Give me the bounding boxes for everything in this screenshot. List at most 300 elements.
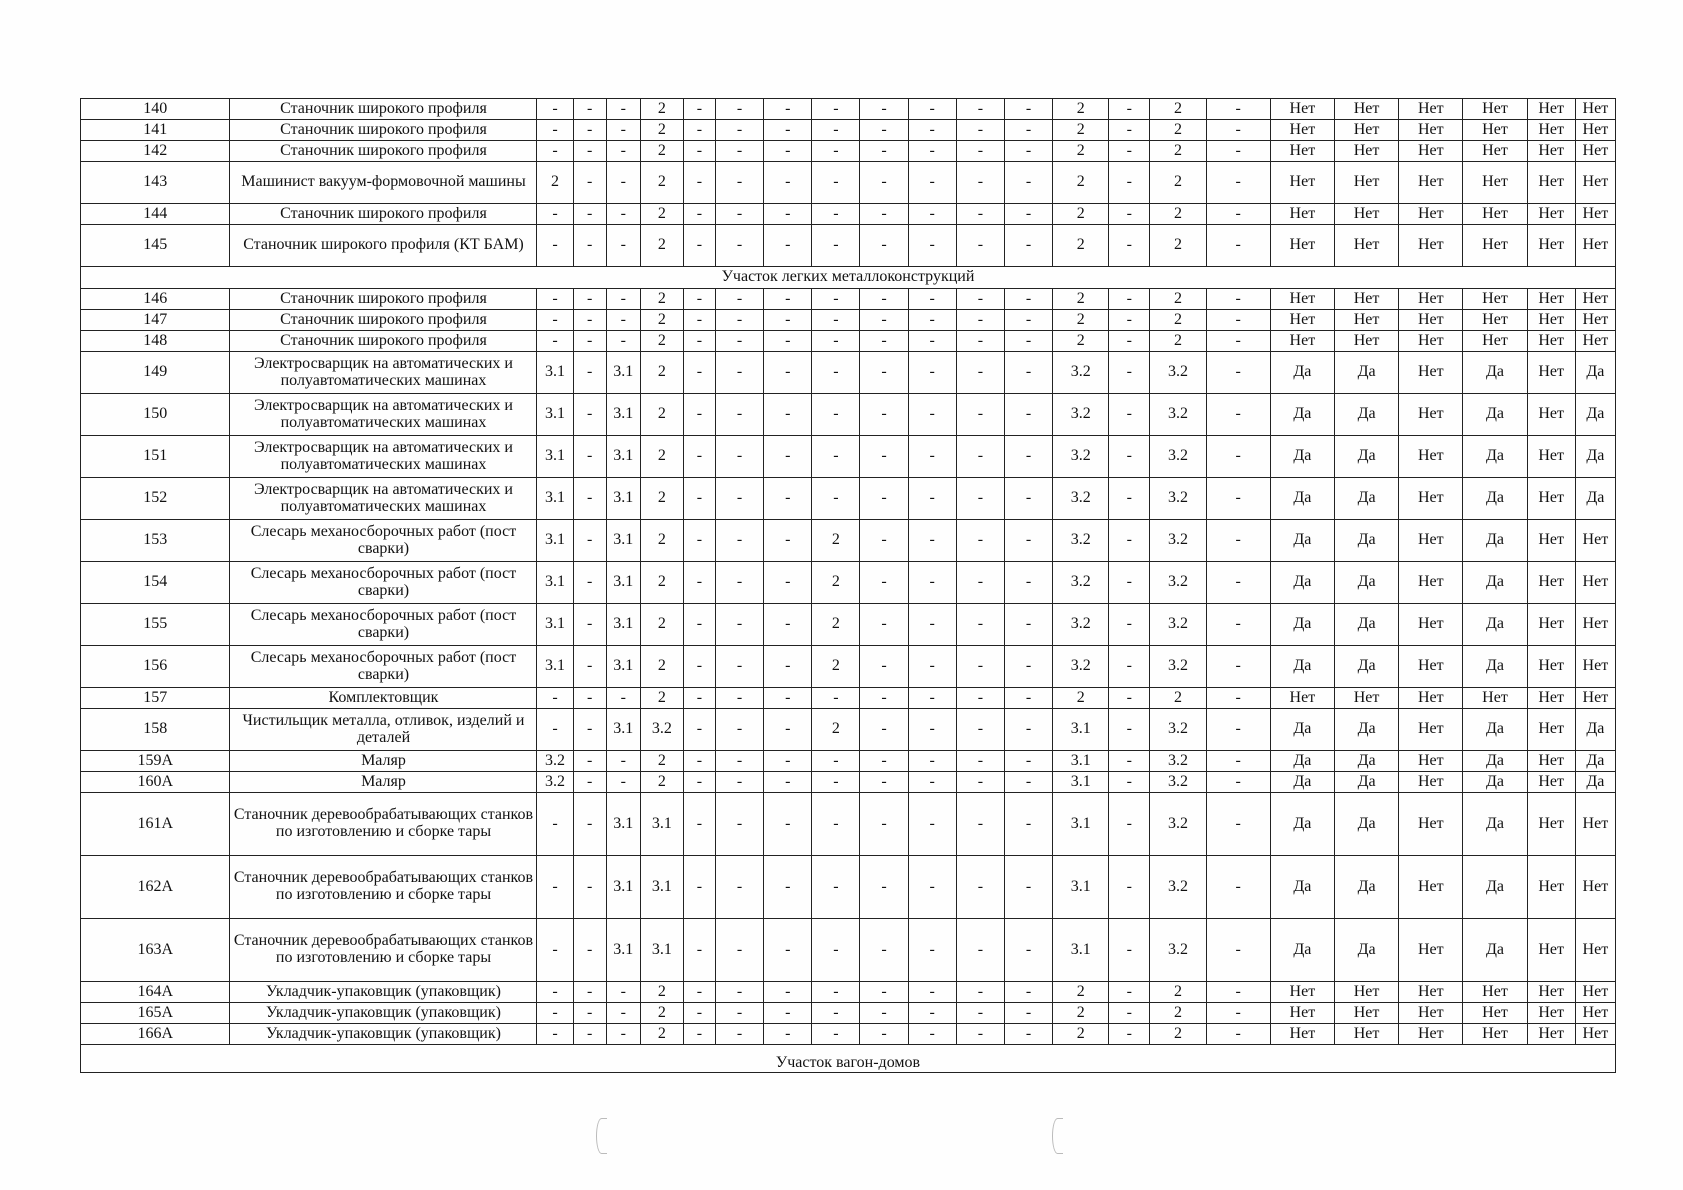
value-cell: Нет: [1399, 793, 1463, 856]
table-row: [81, 982, 1616, 1003]
value-cell: -: [537, 1003, 573, 1024]
value-cell: 3.2: [1150, 520, 1206, 562]
value-cell: Да: [1270, 772, 1334, 793]
value-cell: -: [764, 772, 812, 793]
value-cell: -: [1004, 1003, 1052, 1024]
value-cell: -: [1004, 1024, 1052, 1045]
value-cell: -: [908, 310, 956, 331]
value-cell: -: [956, 331, 1004, 352]
value-cell: -: [956, 141, 1004, 162]
value-cell: -: [764, 141, 812, 162]
workplace-number-cell: 145: [81, 225, 230, 267]
value-cell: -: [956, 793, 1004, 856]
value-cell: -: [812, 688, 860, 709]
value-cell: -: [764, 120, 812, 141]
value-cell: -: [1004, 982, 1052, 1003]
value-cell: 2: [1053, 331, 1109, 352]
value-cell: Да: [1575, 394, 1615, 436]
value-cell: -: [1109, 310, 1150, 331]
value-cell: Нет: [1399, 751, 1463, 772]
workplace-number-cell: 146: [81, 289, 230, 310]
value-cell: Нет: [1399, 436, 1463, 478]
value-cell: -: [606, 751, 640, 772]
value-cell: Нет: [1399, 604, 1463, 646]
value-cell: -: [1206, 394, 1270, 436]
value-cell: -: [683, 982, 715, 1003]
value-cell: Нет: [1334, 982, 1398, 1003]
value-cell: -: [812, 394, 860, 436]
value-cell: 3.1: [1053, 856, 1109, 919]
table-row: [81, 352, 1616, 394]
value-cell: Нет: [1399, 562, 1463, 604]
value-cell: -: [812, 772, 860, 793]
value-cell: 3.2: [1053, 352, 1109, 394]
value-cell: -: [860, 394, 908, 436]
value-cell: Нет: [1527, 289, 1575, 310]
value-cell: -: [860, 751, 908, 772]
value-cell: Нет: [1399, 225, 1463, 267]
value-cell: 3.2: [640, 709, 683, 751]
value-cell: -: [537, 204, 573, 225]
value-cell: Нет: [1463, 162, 1527, 204]
value-cell: 3.2: [1150, 562, 1206, 604]
value-cell: Нет: [1527, 604, 1575, 646]
profession-name-cell: Укладчик-упаковщик (упаковщик): [230, 1003, 537, 1024]
profession-name-cell: Маляр: [230, 751, 537, 772]
value-cell: -: [606, 772, 640, 793]
value-cell: 3.1: [606, 520, 640, 562]
value-cell: -: [1109, 604, 1150, 646]
value-cell: Нет: [1270, 120, 1334, 141]
workplace-number-cell: 148: [81, 331, 230, 352]
value-cell: Да: [1270, 856, 1334, 919]
value-cell: 2: [1150, 982, 1206, 1003]
value-cell: Нет: [1575, 856, 1615, 919]
table-row: [81, 289, 1616, 310]
table-row: [81, 562, 1616, 604]
workplace-number-cell: 151: [81, 436, 230, 478]
value-cell: -: [573, 919, 606, 982]
value-cell: Нет: [1527, 225, 1575, 267]
value-cell: 3.1: [537, 562, 573, 604]
value-cell: -: [812, 919, 860, 982]
value-cell: -: [1004, 310, 1052, 331]
table-row: [81, 856, 1616, 919]
workplace-number-cell: 152: [81, 478, 230, 520]
value-cell: -: [764, 352, 812, 394]
value-cell: -: [683, 520, 715, 562]
value-cell: Да: [1334, 646, 1398, 688]
value-cell: -: [812, 793, 860, 856]
section-header-row: [81, 1045, 1616, 1073]
value-cell: -: [1206, 709, 1270, 751]
value-cell: 2: [1150, 204, 1206, 225]
value-cell: -: [573, 331, 606, 352]
value-cell: -: [860, 141, 908, 162]
value-cell: -: [716, 436, 764, 478]
value-cell: 2: [640, 352, 683, 394]
value-cell: -: [1206, 1024, 1270, 1045]
value-cell: -: [537, 919, 573, 982]
value-cell: -: [573, 394, 606, 436]
value-cell: 2: [1150, 99, 1206, 120]
value-cell: Да: [1463, 478, 1527, 520]
value-cell: -: [683, 1003, 715, 1024]
value-cell: 3.1: [537, 436, 573, 478]
value-cell: -: [956, 751, 1004, 772]
value-cell: 3.1: [537, 520, 573, 562]
value-cell: 2: [640, 982, 683, 1003]
value-cell: -: [537, 120, 573, 141]
value-cell: Нет: [1334, 141, 1398, 162]
value-cell: Нет: [1270, 162, 1334, 204]
value-cell: 2: [640, 120, 683, 141]
value-cell: -: [1109, 120, 1150, 141]
value-cell: Да: [1463, 772, 1527, 793]
value-cell: 3.2: [1150, 772, 1206, 793]
value-cell: Нет: [1527, 162, 1575, 204]
value-cell: 2: [640, 1003, 683, 1024]
value-cell: -: [860, 478, 908, 520]
value-cell: -: [1004, 436, 1052, 478]
value-cell: Нет: [1527, 436, 1575, 478]
value-cell: -: [764, 394, 812, 436]
value-cell: -: [573, 141, 606, 162]
value-cell: Нет: [1270, 982, 1334, 1003]
value-cell: -: [1004, 120, 1052, 141]
value-cell: Нет: [1399, 162, 1463, 204]
value-cell: 2: [1053, 204, 1109, 225]
value-cell: 2: [1053, 141, 1109, 162]
value-cell: -: [683, 709, 715, 751]
value-cell: -: [537, 688, 573, 709]
value-cell: 3.2: [1150, 646, 1206, 688]
value-cell: -: [1206, 436, 1270, 478]
value-cell: -: [812, 331, 860, 352]
value-cell: -: [1109, 688, 1150, 709]
value-cell: -: [1109, 919, 1150, 982]
value-cell: Нет: [1527, 352, 1575, 394]
value-cell: Нет: [1399, 141, 1463, 162]
value-cell: -: [716, 856, 764, 919]
value-cell: Нет: [1527, 204, 1575, 225]
value-cell: -: [764, 436, 812, 478]
value-cell: Да: [1334, 436, 1398, 478]
value-cell: -: [956, 204, 1004, 225]
value-cell: Да: [1270, 352, 1334, 394]
value-cell: Нет: [1399, 709, 1463, 751]
value-cell: -: [716, 1024, 764, 1045]
workplace-number-cell: 164А: [81, 982, 230, 1003]
value-cell: -: [764, 289, 812, 310]
section-title: Участок вагон-домов: [81, 1045, 1616, 1073]
workplace-number-cell: 149: [81, 352, 230, 394]
value-cell: -: [573, 204, 606, 225]
value-cell: 3.1: [640, 856, 683, 919]
value-cell: -: [908, 646, 956, 688]
value-cell: Нет: [1527, 520, 1575, 562]
value-cell: 3.2: [537, 772, 573, 793]
value-cell: -: [537, 289, 573, 310]
value-cell: 3.2: [1150, 436, 1206, 478]
value-cell: -: [812, 1024, 860, 1045]
value-cell: 2: [640, 204, 683, 225]
value-cell: Нет: [1527, 919, 1575, 982]
value-cell: -: [1206, 99, 1270, 120]
value-cell: -: [860, 688, 908, 709]
value-cell: 2: [812, 604, 860, 646]
value-cell: Да: [1270, 793, 1334, 856]
value-cell: 2: [812, 646, 860, 688]
value-cell: -: [1109, 1024, 1150, 1045]
value-cell: -: [716, 310, 764, 331]
table-row: [81, 478, 1616, 520]
value-cell: -: [683, 562, 715, 604]
value-cell: -: [716, 331, 764, 352]
value-cell: 3.1: [606, 646, 640, 688]
value-cell: -: [1206, 772, 1270, 793]
value-cell: -: [537, 310, 573, 331]
value-cell: Нет: [1527, 688, 1575, 709]
value-cell: Нет: [1334, 688, 1398, 709]
value-cell: -: [764, 1003, 812, 1024]
value-cell: -: [956, 688, 1004, 709]
value-cell: -: [1004, 225, 1052, 267]
section-header-row: [81, 267, 1616, 289]
value-cell: -: [716, 751, 764, 772]
value-cell: Да: [1334, 562, 1398, 604]
value-cell: -: [716, 562, 764, 604]
value-cell: -: [764, 793, 812, 856]
table-row: [81, 204, 1616, 225]
value-cell: Нет: [1270, 310, 1334, 331]
table-row: [81, 919, 1616, 982]
value-cell: -: [683, 310, 715, 331]
value-cell: -: [573, 352, 606, 394]
value-cell: -: [764, 225, 812, 267]
value-cell: -: [1206, 352, 1270, 394]
value-cell: Нет: [1463, 225, 1527, 267]
value-cell: -: [764, 478, 812, 520]
value-cell: -: [1004, 919, 1052, 982]
value-cell: -: [1206, 162, 1270, 204]
value-cell: -: [860, 99, 908, 120]
value-cell: Нет: [1463, 204, 1527, 225]
value-cell: 3.1: [537, 604, 573, 646]
value-cell: Нет: [1463, 310, 1527, 331]
value-cell: -: [1004, 751, 1052, 772]
section-title: Участок легких металлоконструкций: [81, 267, 1616, 289]
value-cell: -: [956, 772, 1004, 793]
value-cell: Нет: [1463, 289, 1527, 310]
value-cell: -: [812, 289, 860, 310]
value-cell: 3.1: [606, 436, 640, 478]
value-cell: -: [956, 604, 1004, 646]
value-cell: 2: [1150, 310, 1206, 331]
value-cell: -: [908, 352, 956, 394]
value-cell: -: [716, 982, 764, 1003]
value-cell: Нет: [1334, 225, 1398, 267]
value-cell: 3.2: [1053, 646, 1109, 688]
value-cell: Нет: [1575, 793, 1615, 856]
value-cell: 2: [812, 709, 860, 751]
value-cell: -: [908, 709, 956, 751]
value-cell: Да: [1463, 394, 1527, 436]
value-cell: Да: [1334, 772, 1398, 793]
profession-name-cell: Станочник деревообрабатывающих станков по изготовлению и сборке тары: [230, 919, 537, 982]
value-cell: Да: [1334, 856, 1398, 919]
value-cell: -: [1109, 331, 1150, 352]
value-cell: 2: [1150, 225, 1206, 267]
value-cell: -: [573, 478, 606, 520]
profession-name-cell: Станочник широкого профиля: [230, 289, 537, 310]
value-cell: Нет: [1463, 141, 1527, 162]
value-cell: -: [956, 646, 1004, 688]
value-cell: Да: [1334, 352, 1398, 394]
value-cell: -: [812, 982, 860, 1003]
value-cell: 3.1: [537, 646, 573, 688]
value-cell: Нет: [1334, 162, 1398, 204]
table-row: [81, 225, 1616, 267]
value-cell: 3.2: [537, 751, 573, 772]
value-cell: -: [573, 310, 606, 331]
value-cell: Нет: [1527, 709, 1575, 751]
value-cell: -: [956, 1024, 1004, 1045]
value-cell: Да: [1463, 751, 1527, 772]
value-cell: -: [860, 120, 908, 141]
profession-name-cell: Машинист вакуум-формовочной машины: [230, 162, 537, 204]
value-cell: -: [1004, 604, 1052, 646]
value-cell: Нет: [1575, 204, 1615, 225]
value-cell: 3.1: [1053, 919, 1109, 982]
value-cell: -: [683, 751, 715, 772]
value-cell: Нет: [1527, 1003, 1575, 1024]
value-cell: -: [573, 982, 606, 1003]
value-cell: Да: [1270, 646, 1334, 688]
value-cell: Да: [1270, 604, 1334, 646]
value-cell: -: [860, 856, 908, 919]
value-cell: 3.1: [606, 394, 640, 436]
value-cell: -: [1109, 162, 1150, 204]
workplace-number-cell: 161А: [81, 793, 230, 856]
value-cell: -: [956, 352, 1004, 394]
value-cell: Нет: [1270, 141, 1334, 162]
value-cell: Да: [1463, 919, 1527, 982]
value-cell: -: [860, 772, 908, 793]
value-cell: 3.1: [640, 793, 683, 856]
value-cell: Нет: [1399, 331, 1463, 352]
workplace-number-cell: 155: [81, 604, 230, 646]
value-cell: -: [716, 520, 764, 562]
value-cell: -: [956, 436, 1004, 478]
value-cell: -: [606, 141, 640, 162]
table-row: [81, 646, 1616, 688]
value-cell: 3.1: [537, 478, 573, 520]
value-cell: Да: [1463, 646, 1527, 688]
value-cell: -: [1109, 793, 1150, 856]
value-cell: -: [764, 604, 812, 646]
value-cell: -: [606, 99, 640, 120]
value-cell: -: [606, 331, 640, 352]
value-cell: 3.2: [1053, 562, 1109, 604]
value-cell: -: [573, 520, 606, 562]
value-cell: Нет: [1270, 1024, 1334, 1045]
table-row: [81, 331, 1616, 352]
value-cell: -: [860, 310, 908, 331]
value-cell: -: [860, 204, 908, 225]
value-cell: -: [1109, 520, 1150, 562]
value-cell: 3.2: [1150, 604, 1206, 646]
value-cell: -: [908, 289, 956, 310]
value-cell: -: [860, 1003, 908, 1024]
value-cell: -: [908, 751, 956, 772]
value-cell: 2: [1150, 141, 1206, 162]
value-cell: -: [812, 225, 860, 267]
value-cell: -: [1109, 751, 1150, 772]
value-cell: -: [716, 352, 764, 394]
value-cell: Нет: [1463, 99, 1527, 120]
value-cell: Нет: [1463, 1003, 1527, 1024]
value-cell: Нет: [1399, 310, 1463, 331]
value-cell: -: [716, 688, 764, 709]
value-cell: Нет: [1575, 1024, 1615, 1045]
value-cell: -: [573, 225, 606, 267]
profession-name-cell: Станочник широкого профиля: [230, 204, 537, 225]
profession-name-cell: Станочник широкого профиля: [230, 120, 537, 141]
value-cell: Нет: [1399, 352, 1463, 394]
value-cell: -: [1206, 688, 1270, 709]
value-cell: -: [812, 120, 860, 141]
value-cell: -: [537, 99, 573, 120]
value-cell: Нет: [1575, 141, 1615, 162]
value-cell: -: [573, 709, 606, 751]
value-cell: -: [812, 141, 860, 162]
value-cell: -: [956, 709, 1004, 751]
value-cell: Нет: [1399, 1024, 1463, 1045]
profession-name-cell: Станочник широкого профиля: [230, 141, 537, 162]
value-cell: Да: [1463, 520, 1527, 562]
value-cell: 2: [640, 99, 683, 120]
value-cell: -: [956, 478, 1004, 520]
value-cell: Нет: [1575, 646, 1615, 688]
value-cell: 2: [1053, 1003, 1109, 1024]
table-row: [81, 99, 1616, 120]
value-cell: -: [683, 289, 715, 310]
value-cell: 3.1: [606, 793, 640, 856]
value-cell: -: [908, 478, 956, 520]
value-cell: 2: [1150, 162, 1206, 204]
value-cell: Нет: [1399, 204, 1463, 225]
value-cell: 3.1: [1053, 751, 1109, 772]
value-cell: -: [1206, 751, 1270, 772]
value-cell: -: [860, 331, 908, 352]
value-cell: -: [716, 478, 764, 520]
value-cell: -: [716, 604, 764, 646]
value-cell: 2: [1150, 331, 1206, 352]
value-cell: Да: [1270, 436, 1334, 478]
value-cell: -: [716, 120, 764, 141]
value-cell: -: [1109, 1003, 1150, 1024]
value-cell: 3.1: [606, 709, 640, 751]
value-cell: -: [1109, 478, 1150, 520]
value-cell: Нет: [1334, 99, 1398, 120]
profession-name-cell: Комплектовщик: [230, 688, 537, 709]
profession-name-cell: Укладчик-упаковщик (упаковщик): [230, 1024, 537, 1045]
value-cell: 3.1: [640, 919, 683, 982]
value-cell: 2: [537, 162, 573, 204]
table-row: [81, 604, 1616, 646]
value-cell: -: [812, 856, 860, 919]
